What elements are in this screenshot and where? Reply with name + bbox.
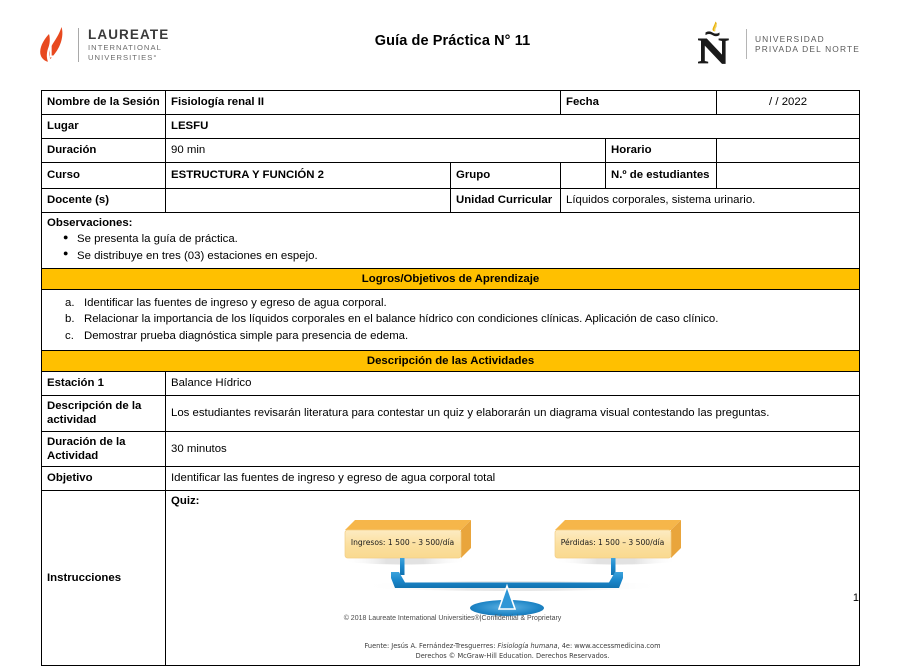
logo-divider [746,29,747,59]
table-row-teacher [42,189,860,213]
goal-marker: c. [65,330,74,342]
place-label: Lugar [42,115,166,139]
goals-list [47,296,854,344]
observations-list [47,232,854,263]
course-label: Curso [42,163,166,189]
source-prefix: Fuente: Jesús A. Fernández-Tresguerres: [364,642,498,651]
source-line-1 [190,642,836,652]
perdidas-label: Pérdidas: 1 500 – 3 500/día [560,538,665,548]
table-row-activity-duration [42,431,860,467]
table-row-observations [42,213,860,269]
goal-text: Identificar las fuentes de ingreso y egreso de agua corporal. [84,296,387,309]
activity-description-label: Descripción de la actividad [42,396,166,432]
objective-value[interactable]: Identificar las fuentes de ingreso y egreso de agua corporal total [166,467,860,491]
session-value[interactable]: Fisiología renal II [166,91,561,115]
activities-banner: Descripción de las Actividades [42,350,860,371]
table-row-goals-banner [42,268,860,289]
date-value[interactable]: / / 2022 [717,91,860,115]
footer-copyright: © 2018 Laureate International Universities®|Confidential & Proprietary [343,615,562,622]
goal-marker: a. [65,296,75,309]
goals-banner: Logros/Objetivos de Aprendizaje [42,268,860,289]
list-item [47,296,854,310]
students-label: N.º de estudiantes [606,163,717,189]
laureate-sub2: UNIVERSITIES° [88,52,158,62]
laureate-name: LAUREATE [88,27,170,43]
activity-description-value[interactable]: Los estudiantes revisarán literatura para contestar un quiz y elaborarán un diagrama visual contestando las preguntas. [166,396,860,432]
place-value[interactable]: LESFU [166,115,860,139]
upn-n-icon [694,21,738,67]
source-suffix: , 4e: www.accessmedicina.com [557,642,661,651]
goal-text: Demostrar prueba diagnóstica simple para presencia de edema. [84,330,409,342]
station-label: Estación 1 [42,372,166,396]
upn-line1: UNIVERSIDAD [754,33,825,44]
unit-value[interactable]: Líquidos corporales, sistema urinario. [561,189,860,213]
ingresos-label: Ingresos: 1 500 – 3 500/día [350,538,455,548]
table-row-goals [42,290,860,351]
figure-source-credit [190,642,836,661]
source-line-2: Derechos © McGraw-Hill Education. Derechos Reservados. [415,651,610,660]
table-row-course [42,163,860,189]
station-value[interactable]: Balance Hídrico [166,372,860,396]
page-number: 1 [852,592,859,604]
table-row-duration [42,139,860,163]
activity-duration-label: Duración de la Actividad [42,431,166,467]
list-item: ● Se distribuye en tres (03) estaciones en espejo. [77,249,854,263]
schedule-label: Horario [606,139,717,163]
duration-value[interactable]: 90 min [166,139,606,163]
table-row-activities-banner [42,350,860,371]
table-row-station [42,372,860,396]
laureate-sub1: INTERNATIONAL [88,43,162,53]
observations-title: Observaciones: [47,217,133,229]
table-row-place [42,115,860,139]
unit-label: Unidad Curricular [451,189,561,213]
page-title: Guía de Práctica N° 11 [374,33,531,49]
goals-cell [42,290,860,351]
course-value[interactable]: ESTRUCTURA Y FUNCIÓN 2 [166,163,451,189]
table-row-session [42,91,860,115]
activity-duration-value[interactable]: 30 minutos [166,431,860,467]
teacher-value[interactable] [166,189,451,213]
page-header [0,0,905,85]
teacher-label: Docente (s) [42,189,166,213]
students-value[interactable] [717,163,860,189]
upn-wordmark [755,34,860,55]
table-row-activity-description [42,396,860,432]
practice-guide-table [41,90,860,666]
date-label: Fecha [561,91,717,115]
upn-line2: PRIVADA DEL NORTE [754,44,860,54]
upn-logo [694,20,860,68]
list-item [47,329,854,343]
goal-text: Relacionar la importancia de los líquidos corporales en el balance hídrico con condiciones clínicas. Aplicación de caso clínico. [84,313,719,326]
observations-cell [42,213,860,269]
source-title: Fisiología humana [497,642,558,651]
instructions-label: Instrucciones [42,491,166,666]
list-item: ● Se presenta la guía de práctica. [77,232,854,246]
list-item [47,312,854,326]
group-value[interactable] [561,163,606,189]
quiz-title: Quiz: [171,495,200,507]
group-label: Grupo [451,163,561,189]
table-row-objective [42,467,860,491]
session-label: Nombre de la Sesión [42,91,166,115]
page-footer [0,592,905,640]
goal-marker: b. [65,313,75,326]
schedule-value[interactable] [717,139,860,163]
duration-label: Duración [42,139,166,163]
objective-label: Objetivo [42,467,166,491]
